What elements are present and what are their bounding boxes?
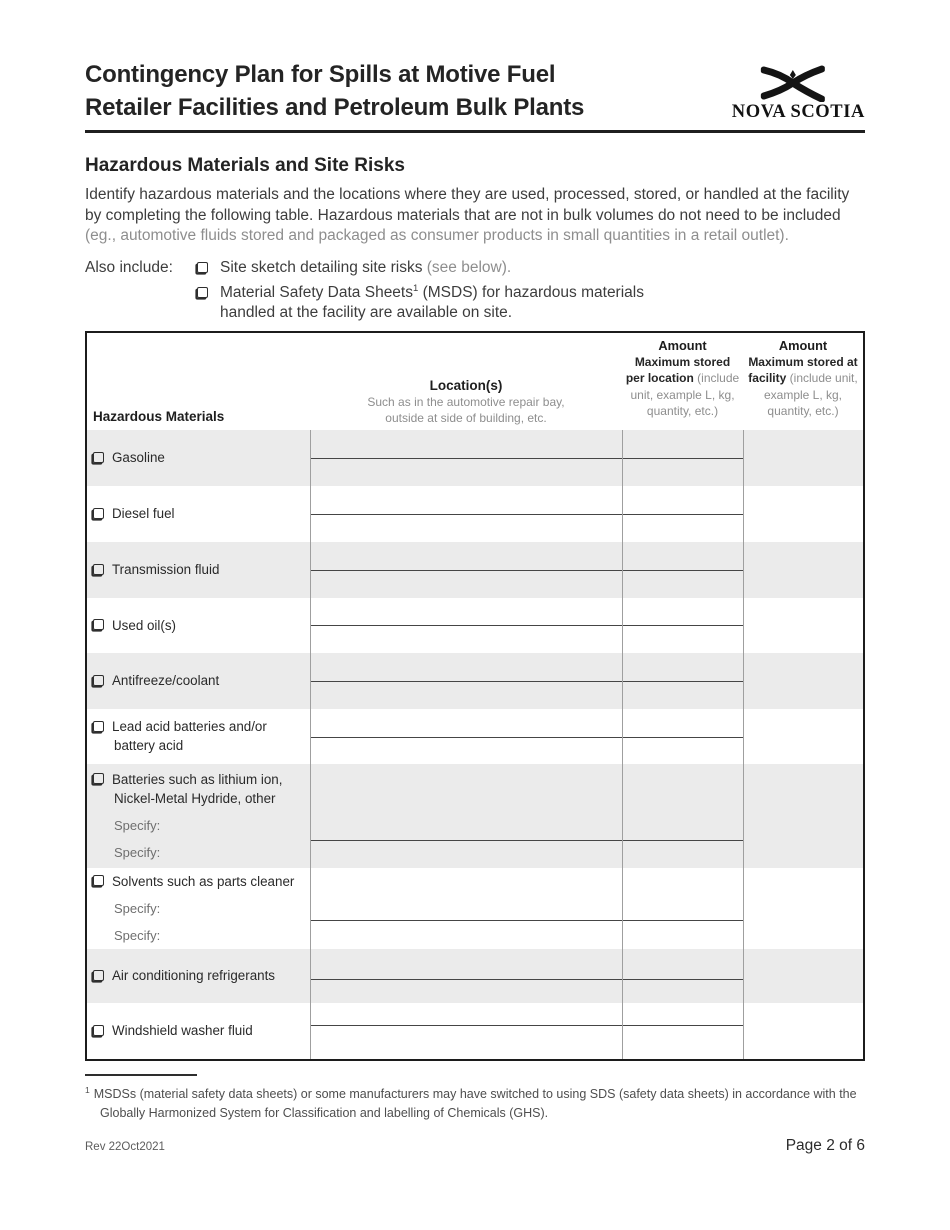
amount-per-location-line-2[interactable] xyxy=(623,841,743,868)
table-row xyxy=(87,709,863,764)
table-row xyxy=(87,653,863,709)
also-item-main: Site sketch detailing site risks xyxy=(220,258,427,276)
also-item-text xyxy=(220,258,511,278)
amount-per-location-cell xyxy=(622,653,743,709)
also-item-main: Material Safety Data Sheets xyxy=(220,283,413,301)
material-name: Solvents such as parts cleaner xyxy=(112,873,295,889)
location-line-1[interactable] xyxy=(311,868,622,921)
amount-per-location-cell xyxy=(622,598,743,653)
intro-note-text: (eg., automotive fluids stored and packaged as consumer products in small quantities in a retail outlet). xyxy=(85,227,789,244)
amount-at-facility-field[interactable] xyxy=(744,949,863,1003)
table-row xyxy=(87,542,863,598)
footnote-text: MSDSs (material safety data sheets) or some manufacturers may have switched to using SDS (safety data sheets) in accordance with the Globally Harmonized System for Classification and labelling of Chemicals (GHS). xyxy=(93,1086,857,1120)
column-header-hazardous-materials: Hazardous Materials xyxy=(93,408,225,424)
title-divider xyxy=(85,130,865,133)
amount-per-location-line-2[interactable] xyxy=(623,682,743,709)
amount-at-facility-field[interactable] xyxy=(744,598,863,653)
amount-at-facility-cell xyxy=(743,709,863,764)
amount-at-facility-field[interactable] xyxy=(744,764,863,868)
material-name: Windshield washer fluid xyxy=(112,1023,253,1038)
amount-header-strong: Maximum stored per location xyxy=(625,354,731,386)
location-line-2[interactable] xyxy=(311,841,622,868)
amount-per-location-cell xyxy=(622,709,743,764)
amount-per-location-cell xyxy=(622,542,743,598)
material-name: Used oil(s) xyxy=(112,617,176,633)
specify-label: Specify: xyxy=(114,817,161,833)
material-cell xyxy=(87,868,310,949)
amount-at-facility-cell xyxy=(743,430,863,486)
amount-header-body xyxy=(625,354,740,420)
amount-header-title: Amount xyxy=(778,337,828,353)
revision-label: Rev 22Oct2021 xyxy=(85,1140,165,1153)
location-line-2[interactable] xyxy=(311,980,622,1003)
location-line-2[interactable] xyxy=(311,571,622,598)
location-line-1[interactable] xyxy=(311,653,622,682)
section-intro xyxy=(85,185,865,247)
locations-header-title: Location(s) xyxy=(429,377,503,393)
location-line-1[interactable] xyxy=(311,486,622,515)
table-row xyxy=(87,949,863,1003)
material-name: Gasoline xyxy=(112,450,165,465)
amount-per-location-cell xyxy=(622,430,743,486)
amount-at-facility-field[interactable] xyxy=(744,653,863,709)
material-cell xyxy=(87,542,310,598)
also-include-items xyxy=(195,258,658,323)
amount-per-location-line-2[interactable] xyxy=(623,921,743,949)
amount-per-location-line-2[interactable] xyxy=(623,571,743,598)
location-line-1[interactable] xyxy=(311,949,622,980)
material-cell xyxy=(87,653,310,709)
amount-per-location-line-2[interactable] xyxy=(623,980,743,1003)
page-title-line-1: Contingency Plan for Spills at Motive Fuel xyxy=(85,61,556,88)
amount-at-facility-cell xyxy=(743,949,863,1003)
amount-header-note: (include unit, example L, kg, quantity, etc.) xyxy=(630,371,740,419)
amount-at-facility-field[interactable] xyxy=(744,486,863,542)
amount-per-location-line-1[interactable] xyxy=(623,709,743,738)
table-header-row xyxy=(87,333,863,430)
location-line-1[interactable] xyxy=(311,764,622,841)
amount-at-facility-cell xyxy=(743,1003,863,1059)
location-cell xyxy=(310,949,622,1003)
column-header-locations xyxy=(310,378,622,430)
material-cell xyxy=(87,430,310,486)
amount-at-facility-field[interactable] xyxy=(744,1003,863,1059)
also-item-text xyxy=(220,283,658,323)
location-line-2[interactable] xyxy=(311,459,622,486)
column-header-amount-at-facility xyxy=(743,333,863,430)
amount-header-body xyxy=(746,354,860,420)
location-cell xyxy=(310,653,622,709)
location-line-1[interactable] xyxy=(311,598,622,626)
amount-at-facility-cell xyxy=(743,653,863,709)
amount-at-facility-field[interactable] xyxy=(744,868,863,949)
amount-per-location-line-2[interactable] xyxy=(623,459,743,486)
material-checkbox[interactable] xyxy=(93,508,104,519)
location-cell xyxy=(310,486,622,542)
amount-per-location-line-2[interactable] xyxy=(623,515,743,542)
material-checkbox[interactable] xyxy=(93,564,104,575)
location-cell xyxy=(310,430,622,486)
page-title-line-2: Retailer Facilities and Petroleum Bulk Plants xyxy=(85,94,585,121)
material-name: Transmission fluid xyxy=(112,562,220,577)
footnote-reference: 1 xyxy=(413,282,419,294)
location-line-2[interactable] xyxy=(311,921,622,949)
also-include-label: Also include: xyxy=(85,258,173,276)
table-row xyxy=(87,764,863,868)
location-line-2[interactable] xyxy=(311,515,622,542)
amount-at-facility-field[interactable] xyxy=(744,542,863,598)
material-checkbox[interactable] xyxy=(93,721,104,732)
page-title xyxy=(85,58,584,124)
amount-at-facility-cell xyxy=(743,598,863,653)
table-row xyxy=(87,486,863,542)
material-cell xyxy=(87,598,310,653)
nova-scotia-flag-icon xyxy=(761,64,825,102)
amount-header-title: Amount xyxy=(658,337,707,353)
also-include-block xyxy=(85,258,865,323)
amount-per-location-cell xyxy=(622,868,743,949)
checkbox-icon[interactable] xyxy=(197,287,208,298)
material-name: Batteries such as lithium ion, Nickel-Metal Hydride, other xyxy=(112,771,283,806)
material-label xyxy=(93,872,308,891)
amount-at-facility-field[interactable] xyxy=(744,709,863,764)
also-item-continued: (MSDS) for hazardous materials handled at the facility are available on site. xyxy=(220,283,644,321)
location-line-2[interactable] xyxy=(311,626,622,653)
checkbox-icon[interactable] xyxy=(197,262,208,273)
nova-scotia-logo xyxy=(713,68,865,124)
material-label xyxy=(93,770,308,808)
location-line-2[interactable] xyxy=(311,738,622,764)
location-line-2[interactable] xyxy=(311,682,622,709)
location-cell xyxy=(310,598,622,653)
material-name: Air conditioning refrigerants xyxy=(112,968,276,983)
amount-per-location-line-1[interactable] xyxy=(623,1003,743,1026)
material-checkbox[interactable] xyxy=(93,675,104,686)
material-label xyxy=(93,448,308,467)
location-line-1[interactable] xyxy=(311,709,622,738)
amount-per-location-cell xyxy=(622,949,743,1003)
material-cell xyxy=(87,709,310,764)
material-label xyxy=(93,560,308,579)
column-header-amount-per-location xyxy=(622,333,743,430)
nova-scotia-wordmark: NOVA SCOTIA xyxy=(731,102,865,122)
page-footer xyxy=(85,1137,865,1155)
material-checkbox[interactable] xyxy=(93,970,104,981)
location-cell xyxy=(310,868,622,949)
material-cell xyxy=(87,764,310,868)
location-line-1[interactable] xyxy=(311,1003,622,1026)
material-label xyxy=(93,504,308,523)
document-header xyxy=(85,58,865,124)
material-label xyxy=(93,671,308,690)
location-cell xyxy=(310,709,622,764)
also-item-note: (see below). xyxy=(426,258,512,276)
amount-per-location-line-2[interactable] xyxy=(623,626,743,653)
amount-per-location-line-1[interactable] xyxy=(623,542,743,571)
material-name: Diesel fuel xyxy=(112,506,175,521)
material-checkbox[interactable] xyxy=(93,619,104,630)
material-cell xyxy=(87,1003,310,1059)
material-label xyxy=(93,616,308,635)
amount-per-location-cell xyxy=(622,764,743,868)
material-label xyxy=(93,717,308,755)
amount-header-strong: Maximum stored at facility xyxy=(748,354,858,386)
table-row xyxy=(87,430,863,486)
amount-per-location-line-1[interactable] xyxy=(623,486,743,515)
amount-at-facility-cell xyxy=(743,486,863,542)
amount-per-location-line-1[interactable] xyxy=(623,653,743,682)
list-item xyxy=(195,283,658,323)
specify-label: Specify: xyxy=(114,900,161,916)
amount-at-facility-cell xyxy=(743,868,863,949)
material-label xyxy=(93,966,308,985)
table-row xyxy=(87,868,863,949)
location-line-1[interactable] xyxy=(311,430,622,459)
amount-per-location-line-1[interactable] xyxy=(623,598,743,626)
table-row xyxy=(87,598,863,653)
footnote-divider xyxy=(85,1074,197,1076)
material-checkbox[interactable] xyxy=(93,1025,104,1036)
amount-per-location-cell xyxy=(622,1003,743,1059)
location-cell xyxy=(310,542,622,598)
specify-label: Specify: xyxy=(114,927,161,943)
location-cell xyxy=(310,1003,622,1059)
amount-per-location-line-1[interactable] xyxy=(623,868,743,921)
material-checkbox[interactable] xyxy=(93,875,104,886)
material-checkbox[interactable] xyxy=(93,773,104,784)
hazardous-materials-table xyxy=(85,331,865,1061)
amount-per-location-line-1[interactable] xyxy=(623,430,743,459)
material-label xyxy=(93,1021,308,1040)
location-line-2[interactable] xyxy=(311,1026,622,1059)
material-cell xyxy=(87,486,310,542)
footnote-marker: 1 xyxy=(85,1084,90,1095)
material-cell xyxy=(87,949,310,1003)
amount-per-location-cell xyxy=(622,486,743,542)
locations-header-subtitle: Such as in the automotive repair bay, outside at side of building, etc. xyxy=(367,394,565,425)
table-row xyxy=(87,1003,863,1059)
amount-per-location-line-1[interactable] xyxy=(623,949,743,980)
footnote xyxy=(85,1085,865,1123)
amount-at-facility-field[interactable] xyxy=(744,430,863,486)
amount-per-location-line-2[interactable] xyxy=(623,738,743,764)
amount-at-facility-cell xyxy=(743,542,863,598)
list-item xyxy=(195,258,658,278)
section-heading: Hazardous Materials and Site Risks xyxy=(85,155,405,176)
material-name: Antifreeze/coolant xyxy=(112,673,220,688)
location-cell xyxy=(310,764,622,868)
location-line-1[interactable] xyxy=(311,542,622,571)
material-name: Lead acid batteries and/or battery acid xyxy=(112,719,267,753)
specify-label: Specify: xyxy=(114,844,161,860)
amount-per-location-line-2[interactable] xyxy=(623,1026,743,1059)
material-checkbox[interactable] xyxy=(93,452,104,463)
intro-main-text: Identify hazardous materials and the locations where they are used, processed, stored, or handled at the facility by completing the following table. Hazardous materials that are not in bulk volumes do not need to be included xyxy=(85,186,850,224)
table-body xyxy=(87,430,863,1059)
amount-per-location-line-1[interactable] xyxy=(623,764,743,841)
amount-at-facility-cell xyxy=(743,764,863,868)
page-number: Page 2 of 6 xyxy=(785,1136,865,1154)
amount-header-note: (include unit, example L, kg, quantity, etc.) xyxy=(763,371,858,419)
